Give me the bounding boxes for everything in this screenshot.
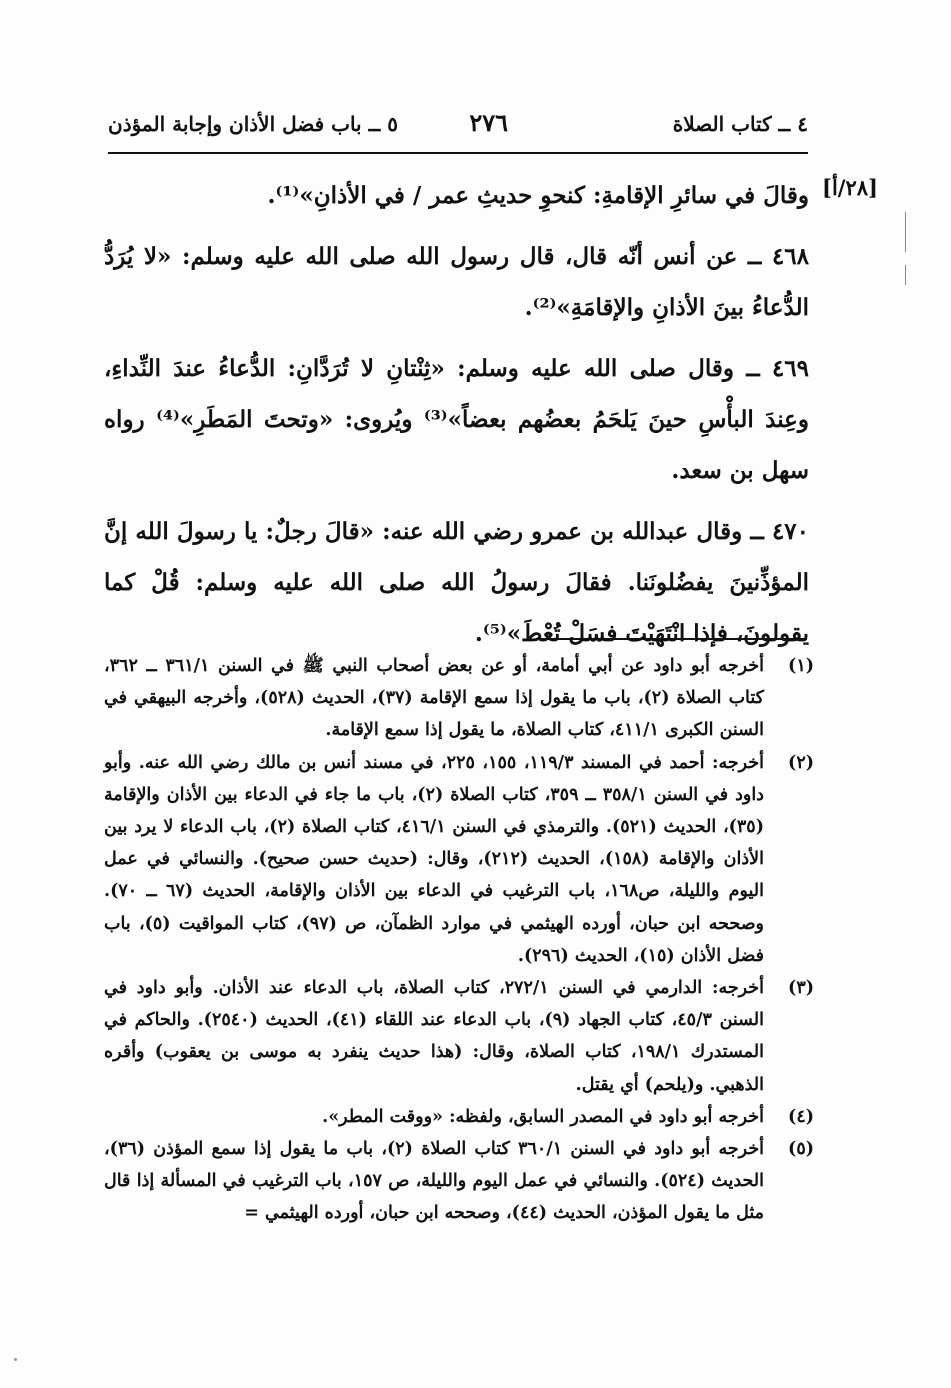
hadith-469: ٤٦٩ ــ وقال صلى الله عليه وسلم: «ثِنْتانِ لا تُرَدَّانِ: الدُّعاءُ عندَ النِّداءِ، وعِندَ البأْسِ حينَ يَلحَمُ بعضُهم بعضاً»⁽³⁾ ويُروى: «وتحتَ المَطَرِ»⁽⁴⁾ رواه سهل بن سعد. xyxy=(104,355,810,484)
footnote-text: أخرجه أبو داود في السنن ٣٦٠/١ كتاب الصلاة (٢)، باب ما يقول إذا سمع المؤذن (٣٦)، الحديث (٥٢٤). والنسائي في عمل اليوم والليلة، ص ١٥٧، باب الترغيب في المسألة إذا قال مثل ما يقول المؤذن، الحديث (٤٤)، وصححه ابن حبان، أورده الهيثمي = xyxy=(104,1139,764,1224)
footnote-number: (٥) xyxy=(788,1139,814,1160)
margin-line xyxy=(905,265,906,285)
manuscript-folio-marker: [٢٨/أ] xyxy=(822,175,878,200)
footnote-text: أخرجه: الدارمي في السنن ٢٧٢/١، كتاب الصلاة، باب الدعاء عند الأذان. وأبو داود في السنن ٤٥/٣، كتاب الجهاد (٩)، باب الدعاء عند اللقاء (٤١)، الحديث (٢٥٤٠). والحاكم في المستدرك ١٩٨/١، كتاب الصلاة، وقال: (هذا حديث ينفرد به موسى بن يعقوب) وأقره الذهبي. و(يلحم) أي يقتل. xyxy=(104,978,764,1095)
footnote-text: أخرجه أبو داود في المصدر السابق، ولفظه: «ووقت المطر». xyxy=(322,1106,764,1127)
footnote xyxy=(104,650,814,747)
scan-speck xyxy=(14,1358,17,1361)
footnote-number: (٣) xyxy=(788,978,814,999)
footnote-number: (٤) xyxy=(788,1106,814,1127)
footnote xyxy=(104,1133,814,1230)
footnote-number: (١) xyxy=(788,656,814,676)
footnote xyxy=(104,972,814,1101)
footnotes xyxy=(104,650,814,1230)
footnote-text: أخرجه: أحمد في المسند ١١٩/٣، ١٥٥، ٢٢٥، في مسند أنس بن مالك رضي الله عنه. وأبو داود في السنن ٣٥٨/١ ــ ٣٥٩، كتاب الصلاة (٢)، باب ما جاء في الدعاء بين الأذان والإقامة (٣٥)، الحديث (٥٢١). والترمذي في السنن ٤١٦/١، كتاب الصلاة (٢)، باب الدعاء لا يرد بين الأذان والإقامة (١٥٨)، الحديث (٢١٢)، وقال: (حديث حسن صحيح). والنسائي في عمل اليوم والليلة، ص١٦٨، باب الترغيب في الدعاء بين الأذان والإقامة، الحديث (٦٧ ــ ٧٠). وصححه ابن حبان، أورده الهيثمي في موارد الظمآن، ص (٩٧)، كتاب المواقيت (٥)، باب فضل الأذان (١٥)، الحديث (٢٩٦). xyxy=(104,752,765,966)
paragraph: وقالَ في سائرِ الإقامةِ: كنحوِ حديثِ عمر / في الأذانِ»⁽¹⁾. xyxy=(267,182,809,209)
header-chapter-title: ٥ ــ باب فضل الأذان وإجابة المؤذن xyxy=(108,112,398,136)
footnote xyxy=(104,1101,814,1133)
main-text xyxy=(104,170,809,669)
page-number: ٢٧٦ xyxy=(469,108,508,137)
hadith-468: ٤٦٨ ــ عن أنس أنّه قال، قال رسول الله صلى الله عليه وسلم: «لا يُرَدُّ الدُّعاءُ بينَ الأذانِ والإقامَةِ»⁽²⁾. xyxy=(104,243,809,321)
footnote-divider xyxy=(540,638,807,640)
header-divider xyxy=(108,152,808,154)
margin-line xyxy=(905,212,906,252)
header-book-title: ٤ ــ كتاب الصلاة xyxy=(672,112,808,136)
footnote xyxy=(104,747,814,972)
footnote-number: (٢) xyxy=(788,752,814,773)
hadith-470: ٤٧٠ ــ وقال عبدالله بن عمرو رضي الله عنه: «قالَ رجلٌ: يا رسولَ الله إنَّ المؤذِّنينَ يفضُلونَنا. فقالَ رسولُ الله صلى الله عليه وسلم: قُلْ كما يقولونَ، فإذا انْتَهَيْتَ فسَلْ تُعْطَ»⁽⁵⁾. xyxy=(104,518,809,647)
running-header xyxy=(108,108,808,146)
footnote-text: أخرجه أبو داود عن أبي أمامة، أو عن بعض أصحاب النبي ﷺ في السنن ٣٦١/١ ــ ٣٦٢، كتاب الصلاة (٢)، باب ما يقول إذا سمع الإقامة (٣٧)، الحديث (٥٢٨)، وأخرجه البيهقي في السنن الكبرى ٤١١/١، كتاب الصلاة، ما يقول إذا سمع الإقامة. xyxy=(104,656,765,741)
